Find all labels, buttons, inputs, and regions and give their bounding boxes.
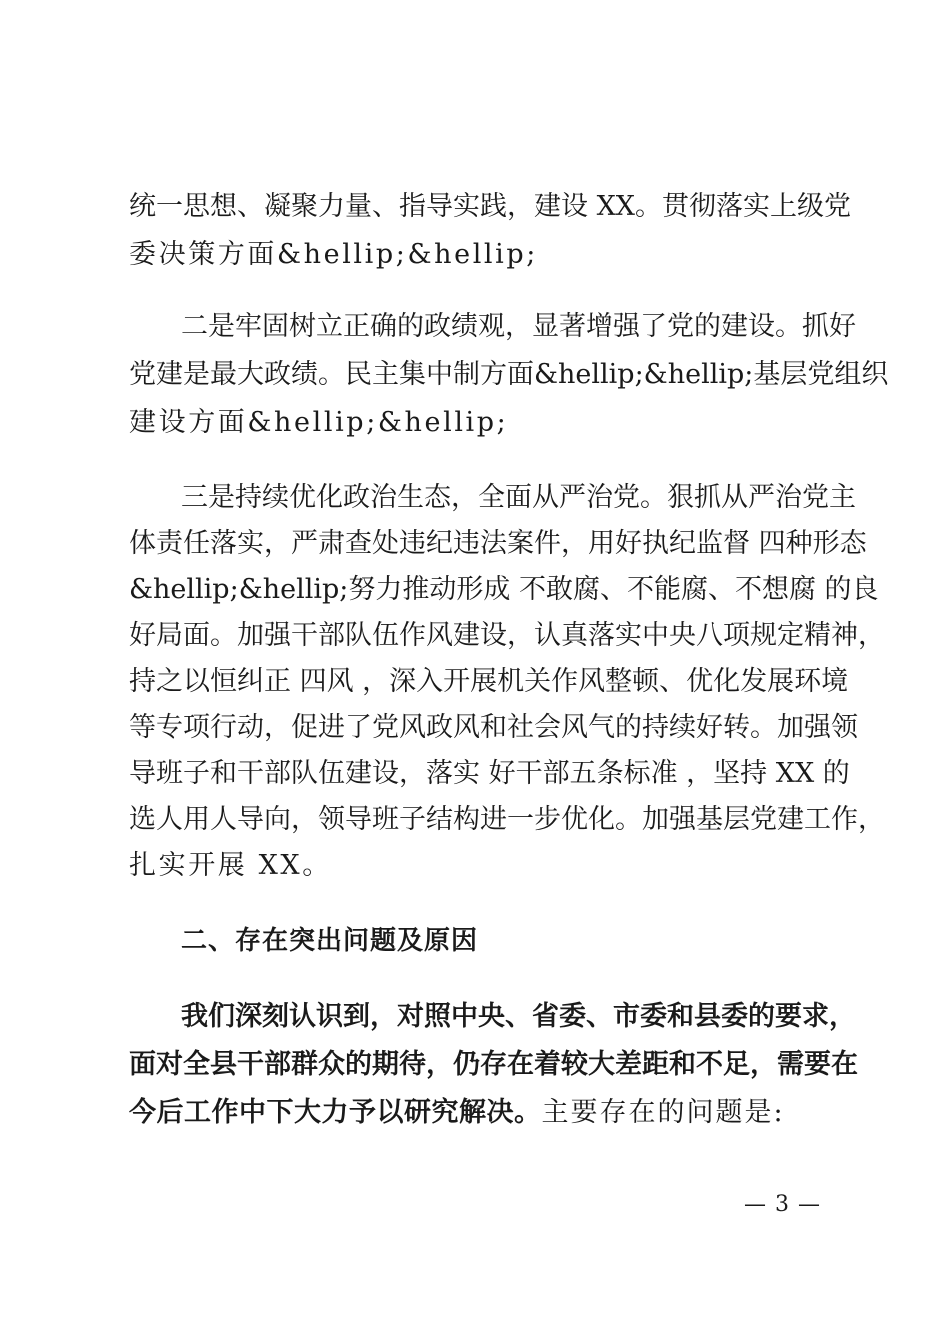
paragraph-4-line-2: 面对全县干部群众的期待，仍存在着较大差距和不足，需要在 <box>129 1049 858 1080</box>
paragraph-4-line-1: 我们深刻认识到，对照中央、省委、市委和县委的要求， <box>181 1001 856 1032</box>
section-heading: 二、存在突出问题及原因 <box>181 926 479 956</box>
paragraph-3-line-2: 体责任落实，严肃查处违纪违法案件，用好执纪监督 四种形态 <box>129 528 867 559</box>
paragraph-3-line-5: 持之以恒纠正 四风 ，深入开展机关作风整顿、优化发展环境 <box>129 666 849 697</box>
paragraph-3-line-6: 等专项行动，促进了党风政风和社会风气的持续好转。加强领 <box>129 712 858 743</box>
paragraph-4-line-3-normal: 主要存在的问题是: <box>541 1097 785 1128</box>
paragraph-4-line-3 <box>129 1093 785 1133</box>
paragraph-3-line-7: 导班子和干部队伍建设，落实 好干部五条标准 ，坚持 XX 的 <box>129 758 850 789</box>
paragraph-3-line-1: 三是持续优化政治生态，全面从严治党。狠抓从严治党主 <box>181 482 856 513</box>
paragraph-3-line-9: 扎实开展 XX。 <box>129 850 332 881</box>
paragraph-2-line-3: 建设方面&hellip;&hellip; <box>129 407 509 438</box>
page-number: — 3 — <box>744 1192 821 1217</box>
paragraph-3-line-4: 好局面。加强干部队伍作风建设，认真落实中央八项规定精神， <box>129 620 885 651</box>
paragraph-4-line-3-bold: 今后工作中下大力予以研究解决。 <box>129 1097 542 1128</box>
paragraph-3-line-8: 选人用人导向，领导班子结构进一步优化。加强基层党建工作， <box>129 804 885 835</box>
paragraph-2-line-1: 二是牢固树立正确的政绩观，显著增强了党的建设。抓好 <box>181 311 856 342</box>
paragraph-1-line-1: 统一思想、凝聚力量、指导实践，建设 XX。贯彻落实上级党 <box>129 191 852 222</box>
paragraph-3-line-3: &hellip;&hellip;努力推动形成 不敢腐、不能腐、不想腐 的良 <box>129 574 879 605</box>
paragraph-2-line-2: 党建是最大政绩。民主集中制方面&hellip;&hellip;基层党组织 <box>129 359 889 390</box>
paragraph-1-line-2: 委决策方面&hellip;&hellip; <box>129 239 538 270</box>
